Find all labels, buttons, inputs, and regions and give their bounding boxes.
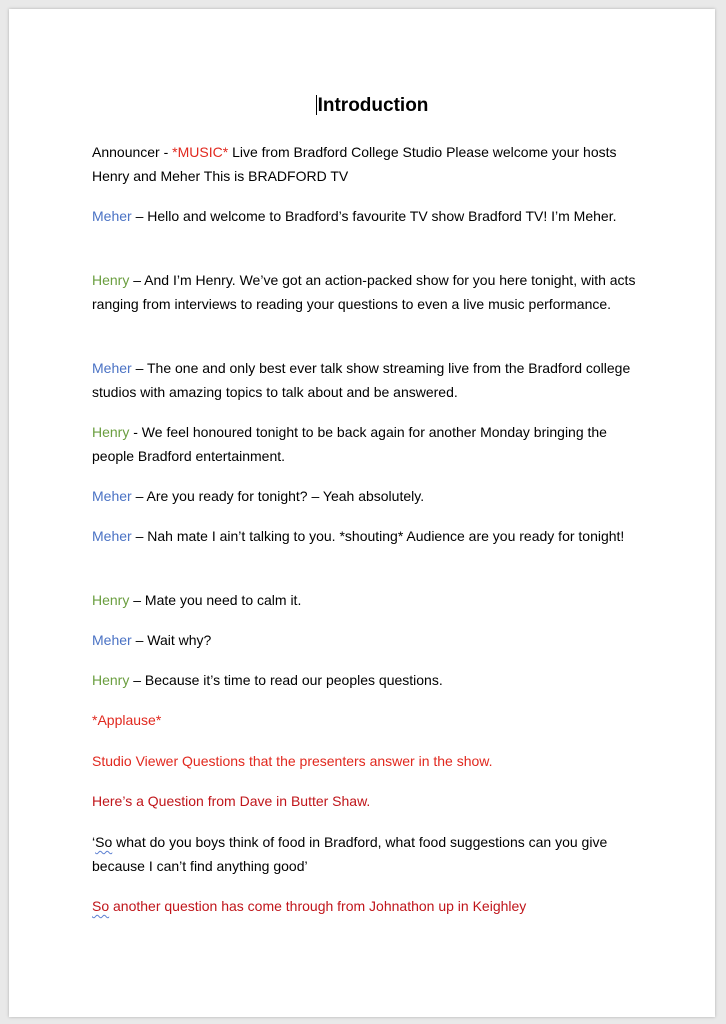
speaker-meher: Meher xyxy=(92,488,132,504)
grammar-flag[interactable]: So xyxy=(92,898,110,914)
document-title: Introduction xyxy=(317,95,429,116)
speaker-meher: Meher xyxy=(92,632,132,648)
dialogue-line: Henry – And I’m Henry. We’ve got an action-packed show for you here tonight, with acts ranging from interviews to reading your questions to even a live music performance. xyxy=(92,272,636,312)
dialogue-line: Meher – Are you ready for tonight? – Yeah absolutely. xyxy=(92,488,425,504)
announcer-paragraph: Announcer - *MUSIC* Live from Bradford College Studio Please welcome your hosts Henry and Meher This is BRADFORD TV xyxy=(92,144,617,184)
question-intro: Here’s a Question from Dave in Butter Shaw. xyxy=(92,793,371,809)
dialogue-line: Henry – Mate you need to calm it. xyxy=(92,592,302,608)
document-page[interactable] xyxy=(9,9,715,1017)
grammar-flag[interactable]: So xyxy=(95,834,113,850)
section-note: Studio Viewer Questions that the presenters answer in the show. xyxy=(92,753,493,769)
text-cursor xyxy=(316,95,317,115)
viewer-question: ‘So what do you boys think of food in Bradford, what food suggestions can you give because I can’t find anything good’ xyxy=(92,834,608,874)
speaker-meher: Meher xyxy=(92,208,132,224)
speaker-henry: Henry xyxy=(92,424,130,440)
dialogue-line: Meher – Hello and welcome to Bradford’s favourite TV show Bradford TV! I’m Meher. xyxy=(92,208,617,224)
dialogue-line: Meher – Nah mate I ain’t talking to you. *shouting* Audience are you ready for tonight! xyxy=(92,528,625,544)
speaker-henry: Henry xyxy=(92,592,130,608)
speaker-meher: Meher xyxy=(92,528,132,544)
dialogue-line: Meher – Wait why? xyxy=(92,632,212,648)
dialogue-line: Meher – The one and only best ever talk show streaming live from the Bradford college studios with amazing topics to talk about and be answered. xyxy=(92,360,631,400)
speaker-henry: Henry xyxy=(92,672,130,688)
speaker-henry: Henry xyxy=(92,272,130,288)
dialogue-line: Henry – Because it’s time to read our peoples questions. xyxy=(92,672,443,688)
speaker-meher: Meher xyxy=(92,360,132,376)
question-intro: So another question has come through from Johnathon up in Keighley xyxy=(92,898,527,914)
dialogue-line: Henry - We feel honoured tonight to be back again for another Monday bringing the people Bradford entertainment. xyxy=(92,424,607,464)
stage-direction: *Applause* xyxy=(92,712,162,728)
